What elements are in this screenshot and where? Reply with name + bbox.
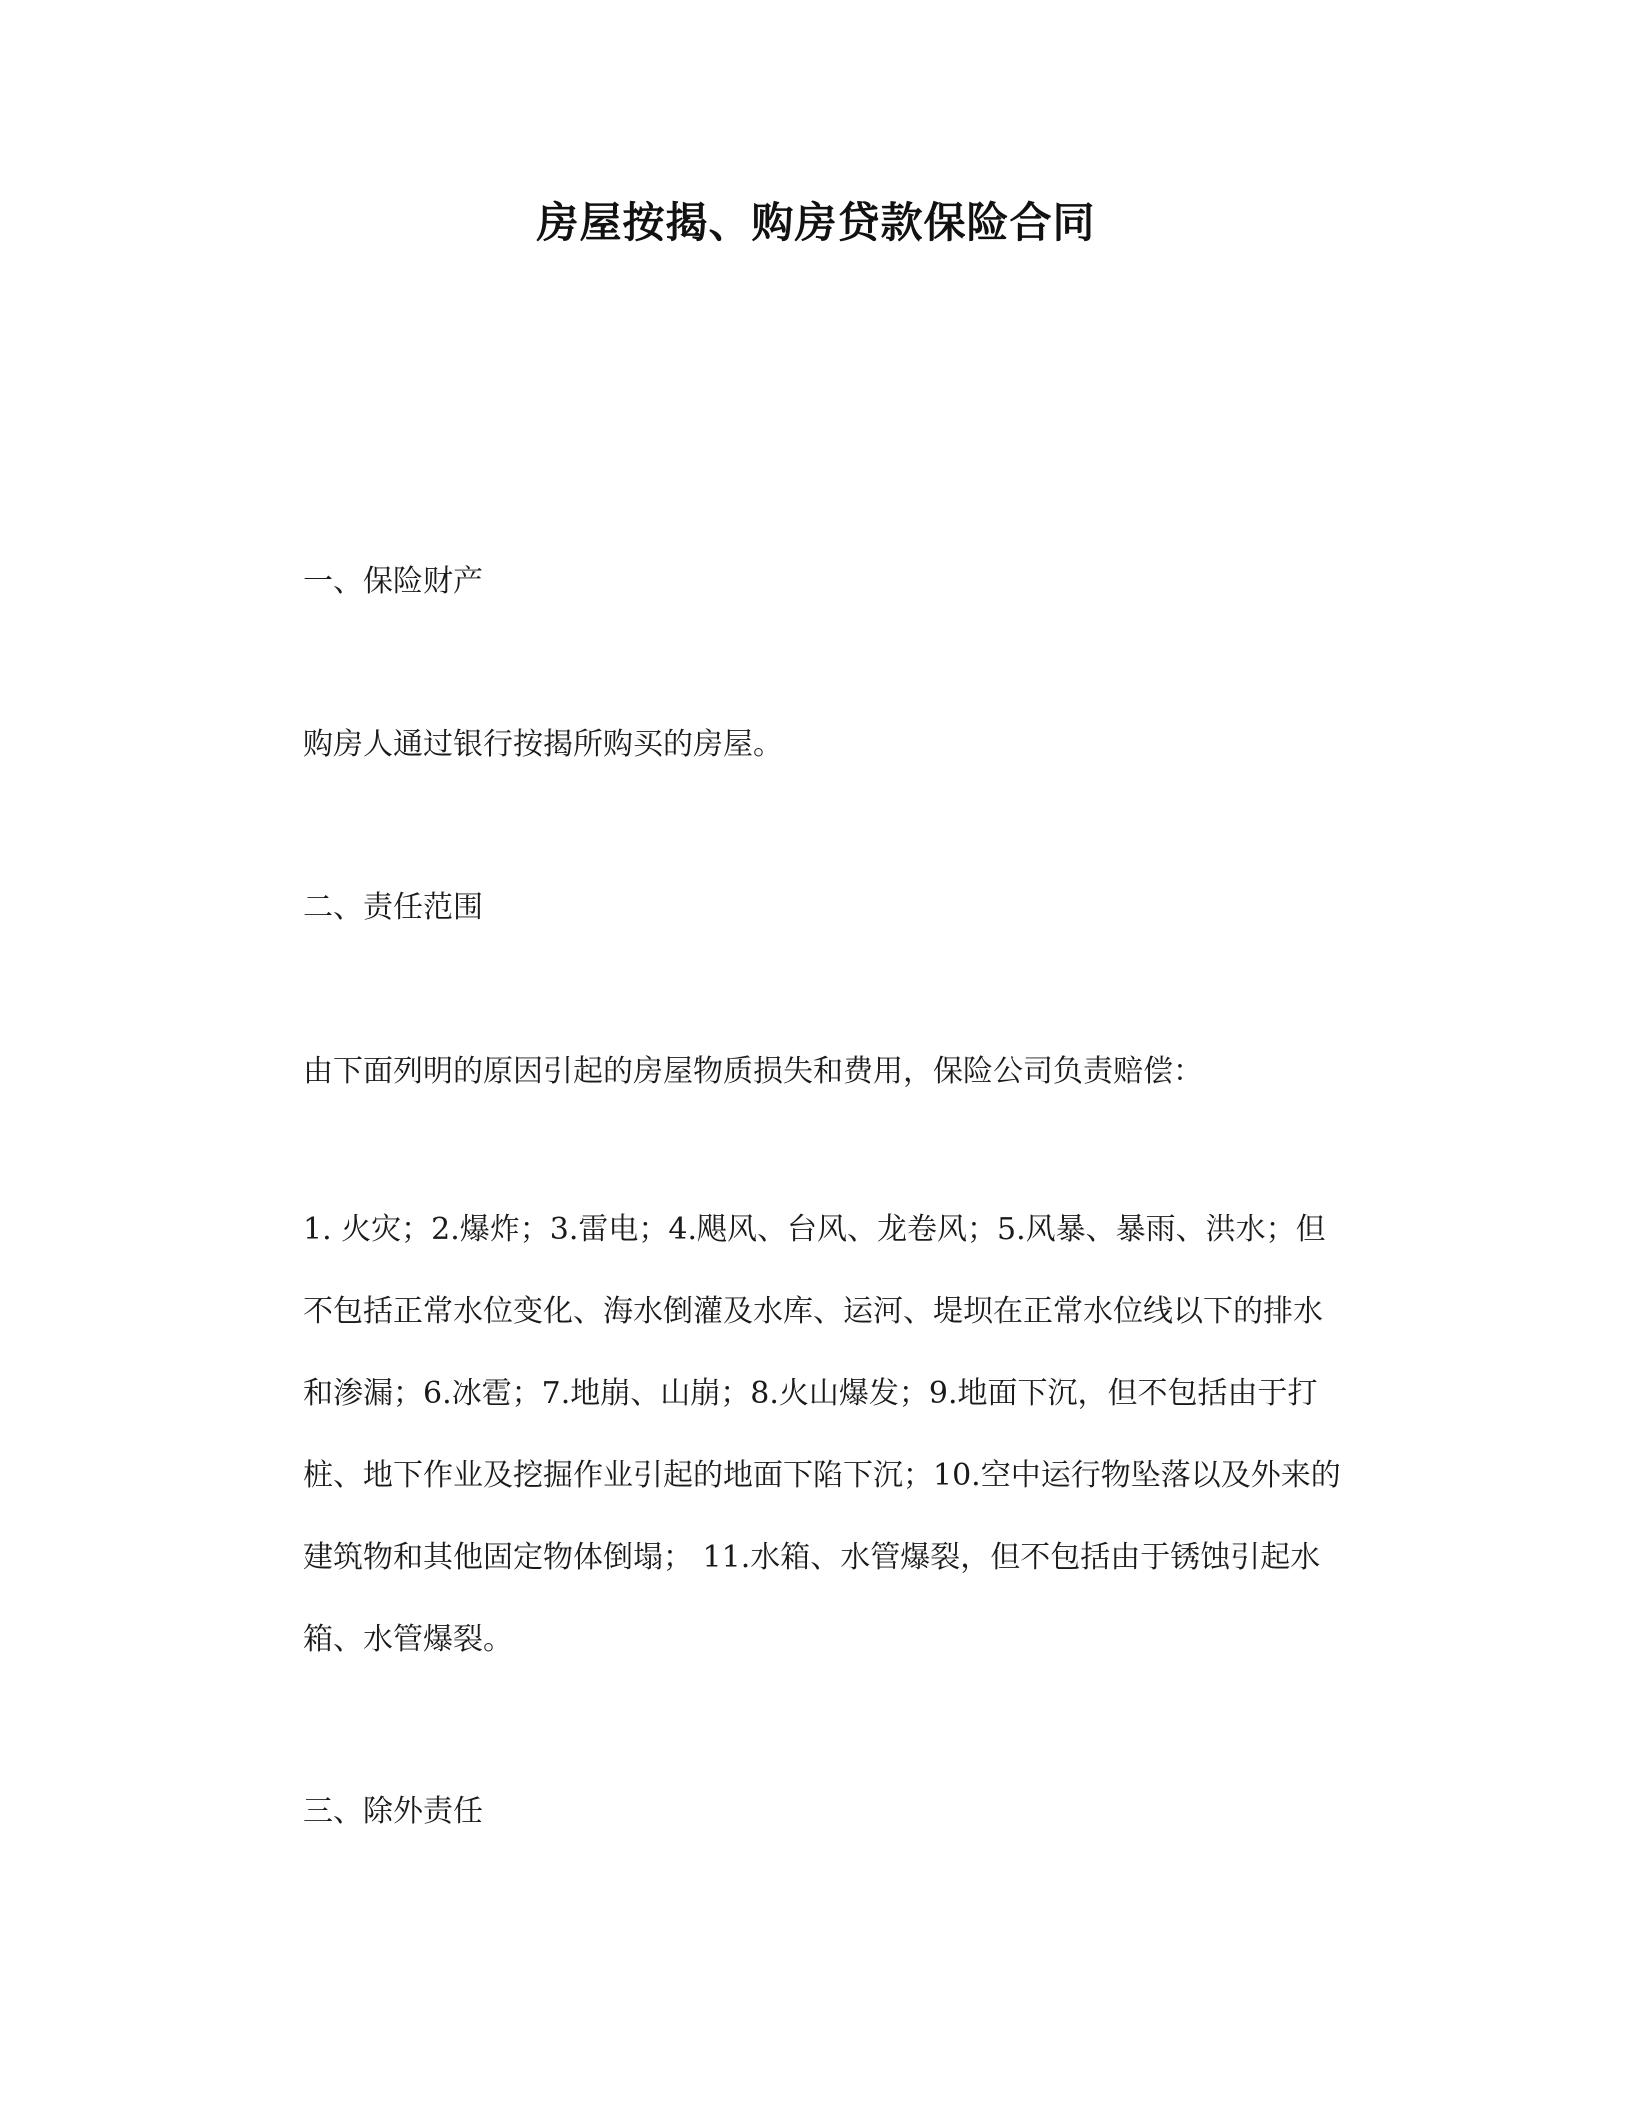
- paragraph-line: 不包括正常水位变化、海水倒灌及水库、运河、堤坝在正常水位线以下的排水: [303, 1294, 1323, 1329]
- section-heading-exclusions: 三、除外责任: [303, 1794, 483, 1829]
- section-heading-insured-property: 一、保险财产: [303, 564, 483, 599]
- paragraph-line: 和渗漏；6.冰雹；7.地崩、山崩；8.火山爆发；9.地面下沉，但不包括由于打: [303, 1376, 1318, 1411]
- section-body-insured-property: 购房人通过银行按揭所购买的房屋。: [303, 727, 783, 762]
- paragraph-line: 建筑物和其他固定物体倒塌； 11.水箱、水管爆裂，但不包括由于锈蚀引起水: [303, 1540, 1321, 1575]
- paragraph-line: 桩、地下作业及挖掘作业引起的地面下陷下沉；10.空中运行物坠落以及外来的: [303, 1458, 1341, 1493]
- liability-list-paragraph: [303, 1210, 1383, 1702]
- document-title: 房屋按揭、购房贷款保险合同: [536, 198, 1096, 247]
- section-heading-liability-scope: 二、责任范围: [303, 890, 483, 925]
- paragraph-line: 1. 火灾；2.爆炸；3.雷电；4.飓风、台风、龙卷风；5.风暴、暴雨、洪水；但: [303, 1212, 1326, 1247]
- section-intro-liability-scope: 由下面列明的原因引起的房屋物质损失和费用，保险公司负责赔偿：: [303, 1054, 1203, 1089]
- paragraph-line: 箱、水管爆裂。: [303, 1622, 513, 1657]
